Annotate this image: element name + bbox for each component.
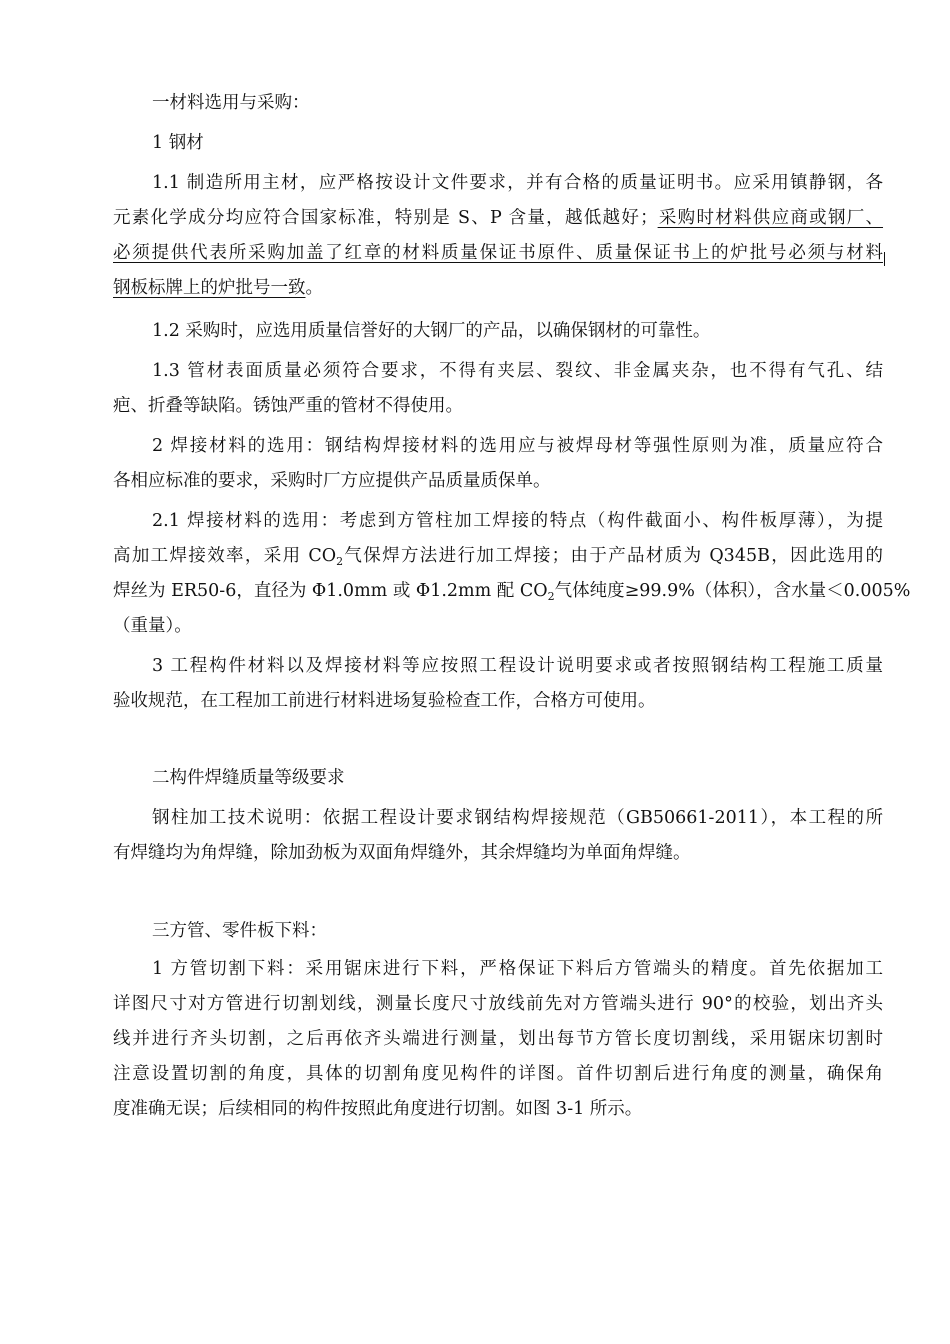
section-2-title: 二构件焊缝质量等级要求 (152, 768, 345, 788)
section-3-paragraph-line-5: 度准确无误；后续相同的构件按照此角度进行切割。如图 3-1 所示。 (113, 1099, 643, 1119)
section-3-paragraph-line-3: 线并进行齐头切割，之后再依齐头端进行测量，划出每节方管长度切割线，采用锯床切割时 (113, 1029, 883, 1049)
section-3-title: 三方管、零件板下料： (152, 921, 327, 941)
paragraph-1-1-period: 。 (305, 278, 323, 298)
wire-spec-text-a: 焊丝为 ER50-6，直径为 Φ1.0mm 或 Φ1.2mm 配 CO (113, 581, 548, 601)
paragraph-2-1-line-4: （重量）。 (113, 616, 192, 636)
paragraph-1-1-line-3: 必须提供代表所采购加盖了红章的材料质量保证书原件、质量保证书上的炉批号必须与材料 (113, 243, 883, 263)
paragraph-1-3-line-2: 疤、折叠等缺陷。锈蚀严重的管材不得使用。 (113, 396, 463, 416)
wire-spec-text-b: 气体纯度≥99.9%（体积），含水量＜0.005% (554, 581, 911, 601)
paragraph-2-1-line-3 (113, 580, 911, 603)
paragraph-1-1-line-2 (113, 207, 883, 229)
section-3-paragraph-line-4: 注意设置切割的角度，具体的切割角度见构件的详图。首件切割后进行角度的测量，确保角 (113, 1064, 883, 1084)
co2-subscript-2: 2 (547, 590, 555, 603)
underlined-requirement-end: 钢板标牌上的炉批号一致 (113, 278, 306, 298)
underlined-requirement-text: 采购时材料供应商或钢厂、 (657, 208, 884, 228)
co2-subscript: 2 (336, 555, 344, 568)
paragraph-1-1-line-4 (113, 277, 883, 299)
underline-bracket-mark (884, 252, 885, 266)
paragraph-1-1-line-2-text: 元素化学成分均应符合国家标准，特别是 S、P 含量，越低越好； (113, 208, 658, 228)
section-2-paragraph-line-1: 钢柱加工技术说明：依据工程设计要求钢结构焊接规范（GB50661-2011），本工程的所 (152, 808, 883, 828)
co2-text-a: 高加工焊接效率，采用 CO (113, 546, 337, 566)
paragraph-3-line-2: 验收规范，在工程加工前进行材料进场复验检查工作，合格方可使用。 (113, 691, 656, 711)
paragraph-1-2: 1.2 采购时，应选用质量信誉好的大钢厂的产品，以确保钢材的可靠性。 (152, 321, 711, 341)
section-3-paragraph-line-1: 1 方管切割下料：采用锯床进行下料，严格保证下料后方管端头的精度。首先依据加工 (152, 959, 883, 979)
section-3-paragraph-line-2: 详图尺寸对方管进行切割划线，测量长度尺寸放线前先对方管端头进行 90°的校验，划出齐头 (113, 994, 883, 1014)
paragraph-1-3-line-1: 1.3 管材表面质量必须符合要求，不得有夹层、裂纹、非金属夹杂，也不得有气孔、结 (152, 361, 883, 381)
section-2-paragraph-line-2: 有焊缝均为角焊缝，除加劲板为双面角焊缝外，其余焊缝均为单面角焊缝。 (113, 843, 691, 863)
paragraph-2-1-line-1: 2.1 焊接材料的选用：考虑到方管柱加工焊接的特点（构件截面小、构件板厚薄），为提 (152, 511, 883, 531)
section-1-1-title: 1 钢材 (152, 133, 204, 153)
paragraph-3-line-1: 3 工程构件材料以及焊接材料等应按照工程设计说明要求或者按照钢结构工程施工质量 (152, 656, 883, 676)
paragraph-2-line-1: 2 焊接材料的选用：钢结构焊接材料的选用应与被焊母材等强性原则为准，质量应符合 (152, 436, 883, 456)
paragraph-2-line-2: 各相应标准的要求，采购时厂方应提供产品质量质保单。 (113, 471, 551, 491)
paragraph-1-1-line-1: 1.1 制造所用主材，应严格按设计文件要求，并有合格的质量证明书。应采用镇静钢，各 (152, 173, 883, 193)
paragraph-2-1-line-2 (113, 545, 883, 567)
co2-text-b: 气保焊方法进行加工焊接；由于产品材质为 Q345B，因此选用的 (343, 546, 883, 566)
section-1-title: 一材料选用与采购： (152, 93, 310, 113)
